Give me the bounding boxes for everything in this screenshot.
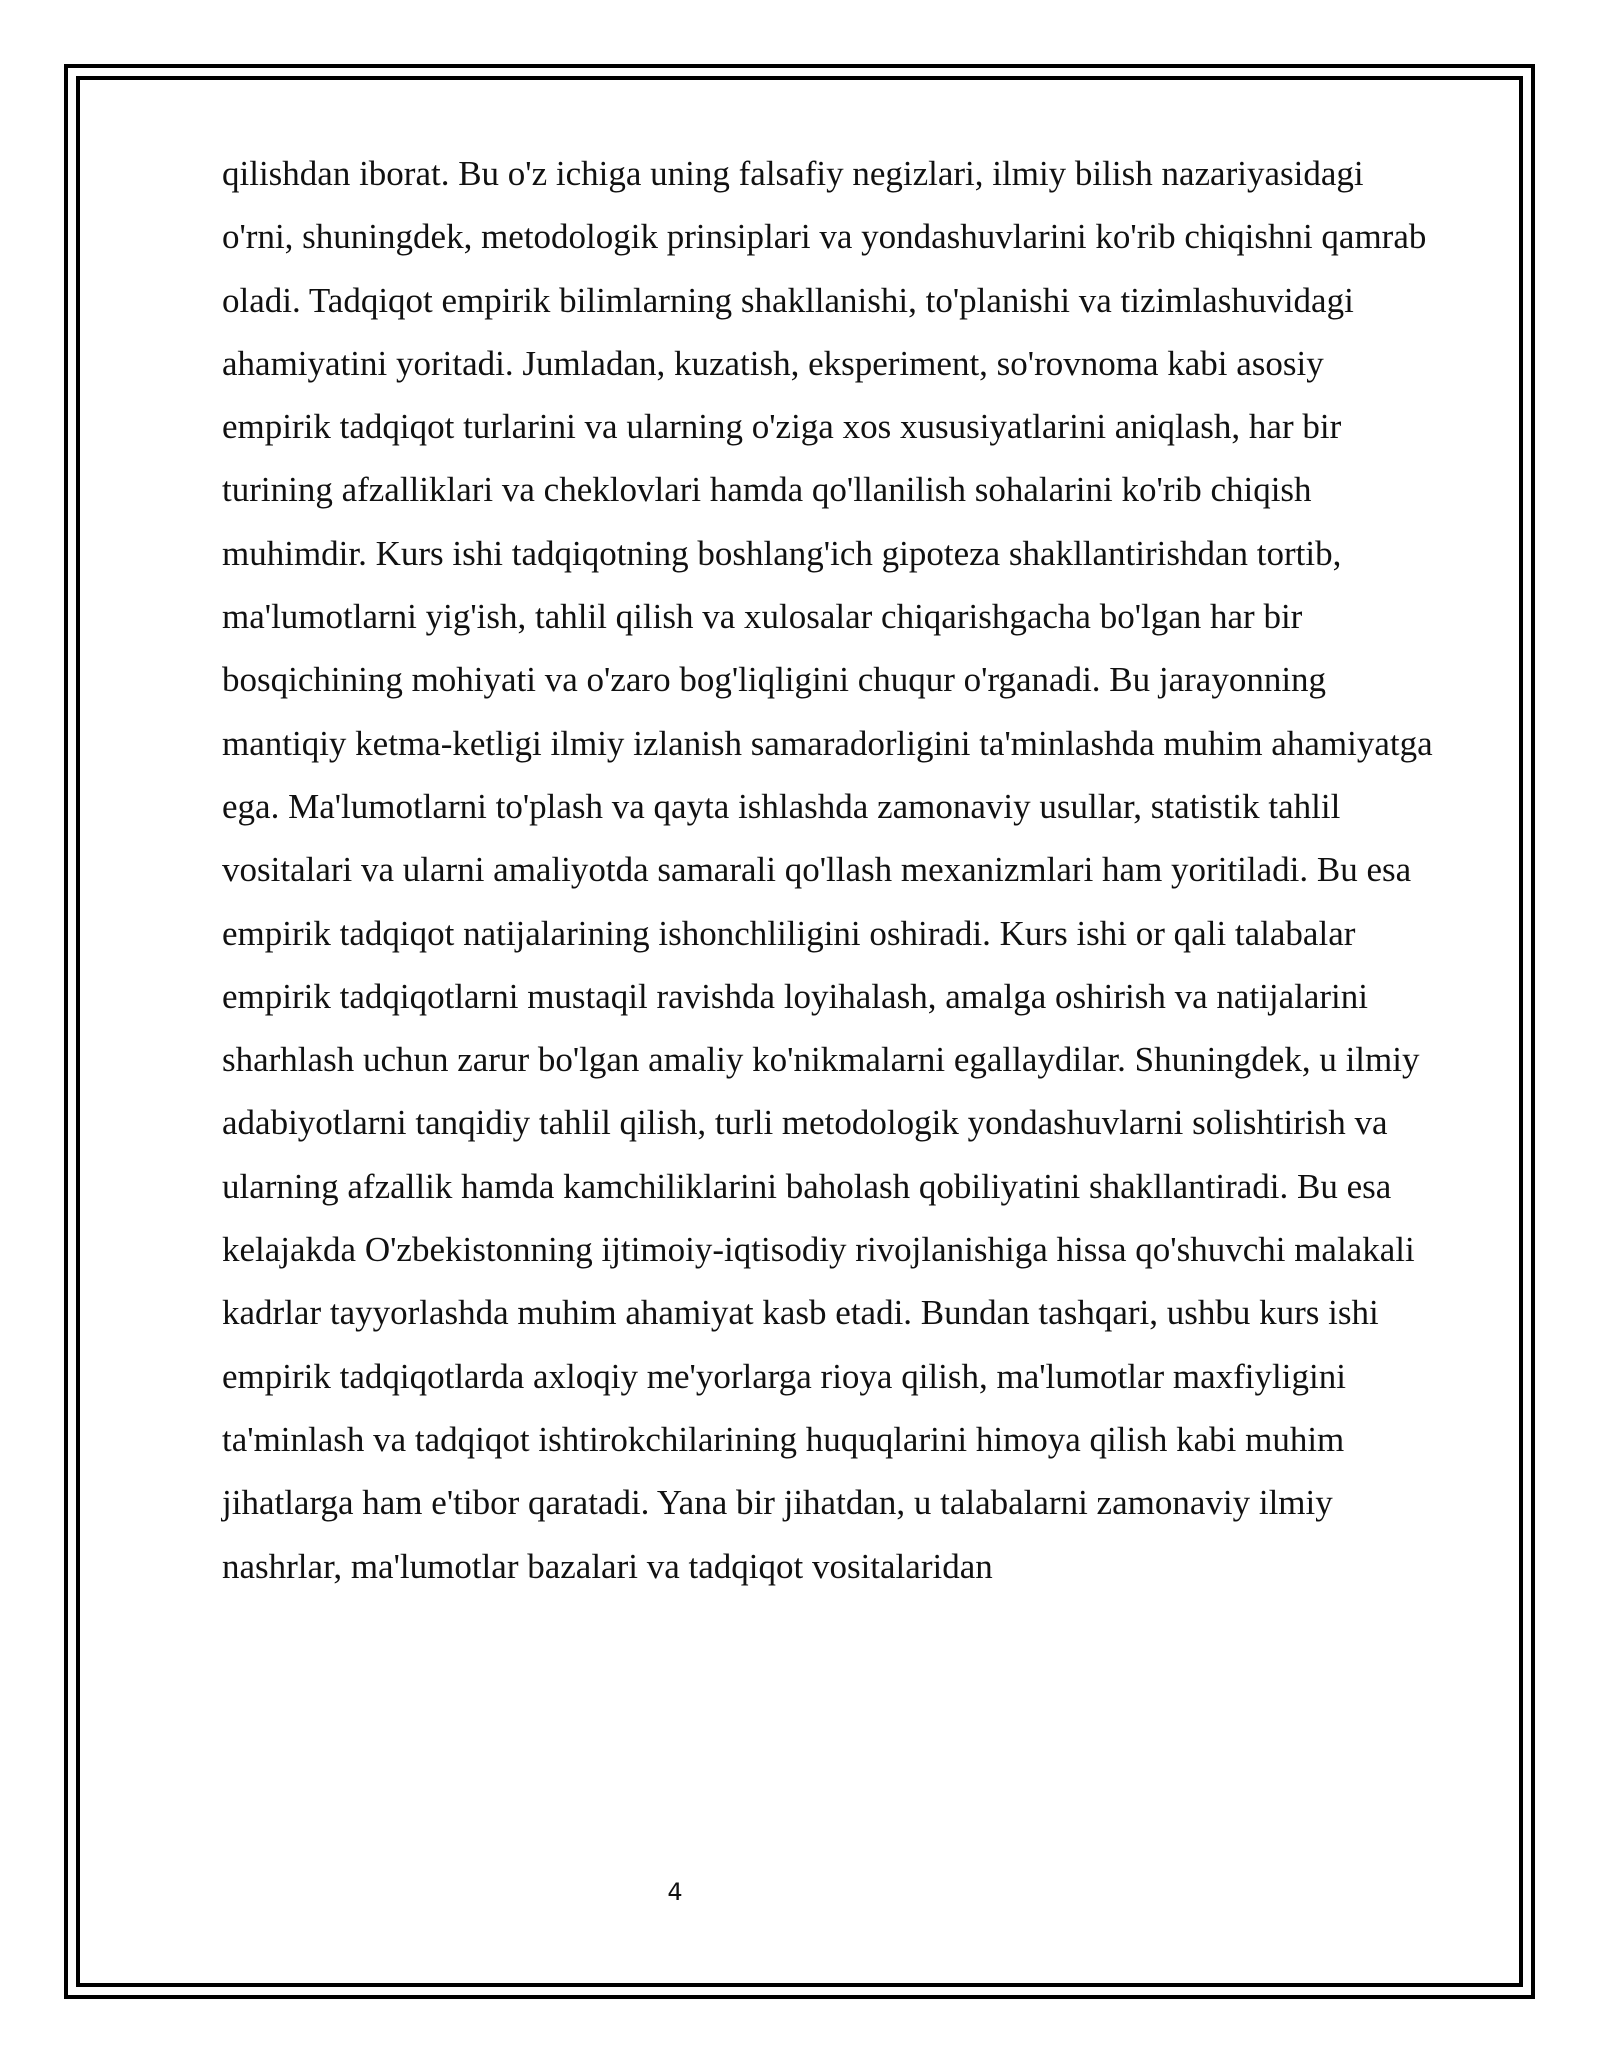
text-line: turining afzalliklari va cheklovlari hamda qo'llanilish sohalarini ko'rib chiqish [222,470,1312,510]
text-line: ta'minlash va tadqiqot ishtirokchilarining huquqlarini himoya qilish kabi muhim [222,1419,1345,1459]
text-line: bosqichining mohiyati va o'zaro bog'liqligini chuqur o'rganadi. Bu jarayonning [222,660,1327,700]
text-line: jihatlarga ham e'tibor qaratadi. Yana bir jihatdan, u talabalarni zamonaviy ilmiy [222,1483,1333,1523]
text-line: ularning afzallik hamda kamchiliklarini baholash qobiliyatini shakllantiradi. Bu esa [222,1166,1392,1206]
text-line: kelajakda O'zbekistonning ijtimoiy-iqtisodiy rivojlanishiga hissa qo'shuvchi malakali [222,1230,1415,1270]
body-text [222,142,1502,1598]
text-line: empirik tadqiqotlarni mustaqil ravishda loyihalash, amalga oshirish va natijalarini [222,976,1368,1016]
text-line: ma'lumotlarni yig'ish, tahlil qilish va xulosalar chiqarishgacha bo'lgan har bir [222,597,1303,637]
text-line: oladi. Tadqiqot empirik bilimlarning shakllanishi, to'planishi va tizimlashuvidagi [222,280,1354,320]
text-line: vositalari va ularni amaliyotda samarali qo'llash mexanizmlari ham yoritiladi. Bu esa [222,850,1412,890]
text-line: ahamiyatini yoritadi. Jumladan, kuzatish, eksperiment, so'rovnoma kabi asosiy [222,343,1324,383]
text-line: sharhlash uchun zarur bo'lgan amaliy ko'nikmalarni egallaydilar. Shuningdek, u ilmiy [222,1040,1420,1080]
text-line: qilishdan iborat. Bu o'z ichiga uning falsafiy negizlari, ilmiy bilish nazariyasidagi [222,154,1364,193]
text-line: ega. Ma'lumotlarni to'plash va qayta ishlashda zamonaviy usullar, statistik tahlil [222,786,1341,826]
text-line: empirik tadqiqot turlarini va ularning o'ziga xos xususiyatlarini aniqlash, har bir [222,407,1342,447]
text-line: o'rni, shuningdek, metodologik prinsiplari va yondashuvlarini ko'rib chiqishni qamrab [222,217,1427,257]
text-line: empirik tadqiqotlarda axloqiy me'yorlarga rioya qilish, ma'lumotlar maxfiyligini [222,1356,1346,1396]
text-line: muhimdir. Kurs ishi tadqiqotning boshlang'ich gipoteza shakllantirishdan tortib, [222,533,1342,573]
page-number: 4 [667,1878,683,1906]
text-line: mantiqiy ketma-ketligi ilmiy izlanish samaradorligini ta'minlashda muhim ahamiyatga [222,723,1433,763]
text-line: empirik tadqiqot natijalarining ishonchliligini oshiradi. Kurs ishi or qali talabalar [222,913,1356,953]
text-line: adabiyotlarni tanqidiy tahlil qilish, turli metodologik yondashuvlarni solishtirish va [222,1103,1388,1143]
text-line: kadrlar tayyorlashda muhim ahamiyat kasb etadi. Bundan tashqari, ushbu kurs ishi [222,1293,1379,1333]
text-line: nashrlar, ma'lumotlar bazalari va tadqiqot vositalaridan [222,1546,993,1586]
